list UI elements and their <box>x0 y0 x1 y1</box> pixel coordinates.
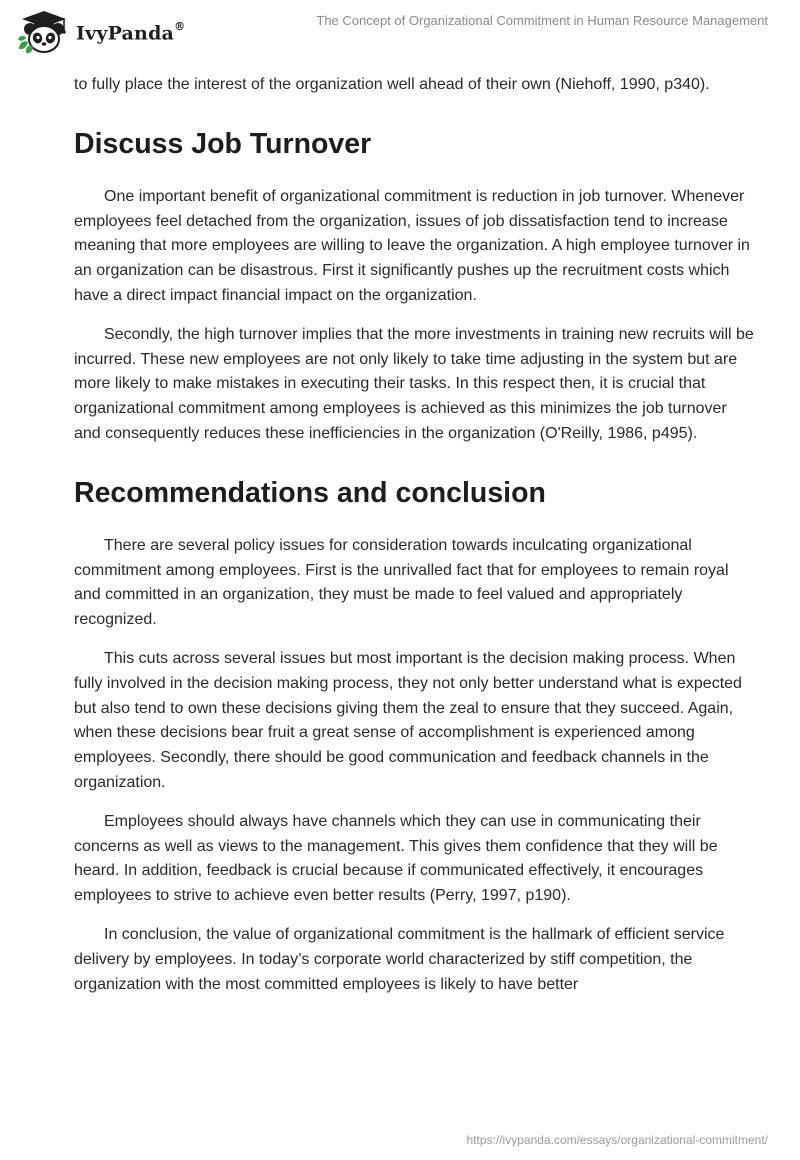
brand-name: IvyPanda® <box>76 19 186 45</box>
essay-body <box>74 73 754 1011</box>
page-header <box>0 0 800 60</box>
paragraph: Employees should always have channels which they can use in communicating their concerns as well as views to the management. This gives them confidence that they will be heard. In addition, feedback is crucial because if communicated effectively, it encourages employees to strive to achieve even better results (Perry, 1997, p190). <box>74 812 718 905</box>
panda-logo-icon <box>16 9 72 55</box>
source-url[interactable]: https://ivypanda.com/essays/organizational-commitment/ <box>466 1133 768 1147</box>
document-title: The Concept of Organizational Commitment in Human Resource Management <box>316 13 768 28</box>
ivypanda-logo[interactable] <box>16 9 185 55</box>
paragraph: In conclusion, the value of organizational commitment is the hallmark of efficient service delivery by employees. In today’s corporate world characterized by stiff competition, the organization with the most committed employees is likely to have better <box>74 925 725 993</box>
paragraph: This cuts across several issues but most important is the decision making process. When fully involved in the decision making process, they not only better understand what is expected but also tend to own these decisions giving them the zeal to ensure that they succeed. Again, when these decisions bear fruit a great sense of accomplishment is experienced among employees. Secondly, there should be good communication and feedback channels in the organization. <box>74 649 742 791</box>
paragraph: There are several policy issues for consideration towards inculcating organizational commitment among employees. First is the unrivalled fact that for employees to remain royal and committed in an organization, they must be made to feel valued and appropriately recognized. <box>74 536 729 629</box>
intro-paragraph: to fully place the interest of the organization well ahead of their own (Niehoff, 1990, p340). <box>74 76 710 93</box>
paragraph: One important benefit of organizational commitment is reduction in job turnover. Whenever employees feel detached from the organization, issues of job dissatisfaction tend to increase meaning that more employees are willing to leave the organization. A high employee turnover in an organization can be disastrous. First it significantly pushes up the recruitment costs which have a direct impact financial impact on the organization. <box>74 187 750 304</box>
section-heading-recommendations: Recommendations and conclusion <box>74 476 546 509</box>
section-heading-job-turnover: Discuss Job Turnover <box>74 127 372 160</box>
registered-mark: ® <box>174 19 186 33</box>
paragraph: Secondly, the high turnover implies that the more investments in training new recruits will be incurred. These new employees are not only likely to take time adjusting in the system but are more likely to make mistakes in executing their tasks. In this respect then, it is crucial that organizational commitment among employees is achieved as this minimizes the job turnover and consequently reduces these inefficiencies in the organization (O'Reilly, 1986, p495). <box>74 325 754 442</box>
